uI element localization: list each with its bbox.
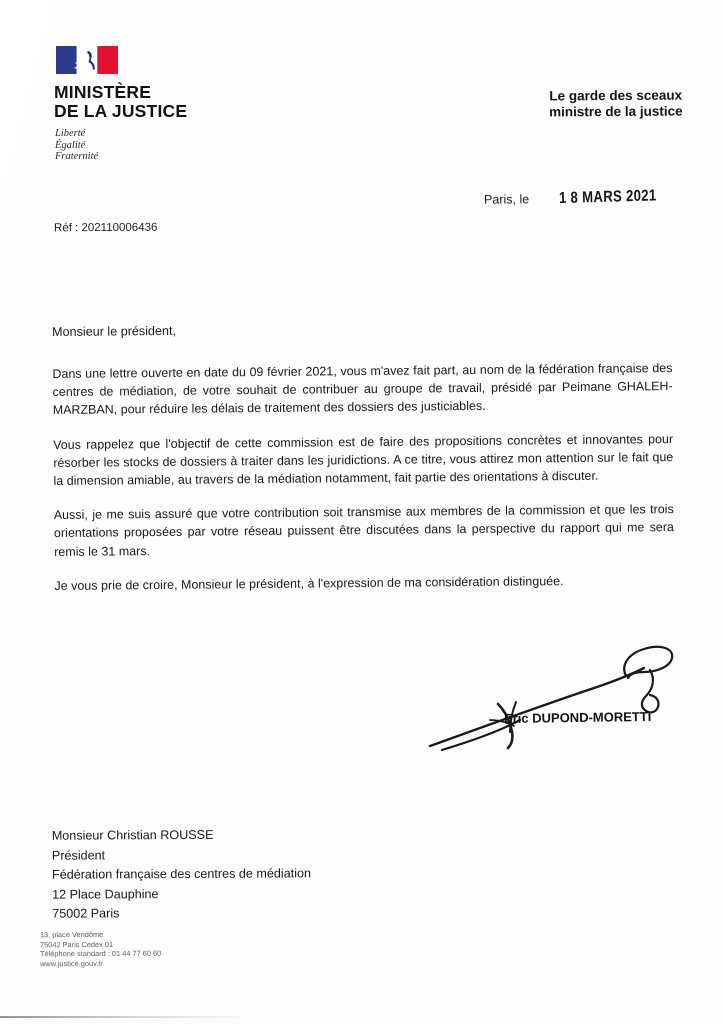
recipient-name: Monsieur Christian ROUSSE bbox=[51, 827, 214, 843]
footer-street: 13, place Vendôme bbox=[39, 929, 104, 940]
recipient-city: 75002 Paris bbox=[52, 906, 120, 921]
paragraph-3: Aussi, je me suis assuré que votre contribution soit transmise aux membres de la commission et que les trois orientations proposées par votre réseau puissent être discutées dans la perspective du rapport qui me sera remis le 31 mars. bbox=[53, 502, 675, 559]
footer-website: www.justice.gouv.fr bbox=[40, 958, 103, 969]
date-stamp: 1 8 MARS 2021 bbox=[558, 187, 657, 208]
reference-number: Réf : 202110006436 bbox=[53, 221, 158, 235]
letterhead bbox=[52, 46, 262, 163]
sender-title-line-2: ministre de la justice bbox=[549, 103, 684, 120]
footer-contact-block bbox=[40, 930, 161, 969]
signature-area bbox=[420, 628, 700, 758]
recipient-address bbox=[52, 825, 312, 924]
republic-motto bbox=[55, 128, 262, 163]
sender-title bbox=[549, 88, 683, 121]
paragraph-1: Dans une lettre ouverte en date du 09 février 2021, vous m'avez fait part, au nom de la fédération française des centres de médiation, de votre souhait de contribuer au groupe de travail, présidé par Peimane GHALEH-MARZBAN, pour réduire les délais de traitement des dossiers des justiciables. bbox=[52, 361, 673, 418]
paragraph-2: Vous rappelez que l'objectif de cette commission est de faire des propositions concrètes et innovantes pour résorber les stocks de dossiers à traiter dans les juridictions. A ce titre, vous attirez mon attention sur le fait que la dimension amiable, au travers de la médiation notamment, fait partie des orientations à discuter. bbox=[53, 431, 674, 489]
french-flag-marianne-icon bbox=[56, 46, 118, 74]
salutation: Monsieur le président, bbox=[52, 323, 177, 339]
ministry-name-line-1: MINISTÈRE bbox=[54, 82, 152, 102]
paragraph-4: Je vous prie de croire, Monsieur le président, à l'expression de ma considération distinguée. bbox=[54, 573, 564, 593]
recipient-street: 12 Place Dauphine bbox=[52, 886, 159, 902]
footer-phone: Téléphone standard : 01 44 77 60 60 bbox=[40, 948, 162, 959]
motto-fraternite: Fraternité bbox=[55, 151, 99, 162]
scan-edge-artifact bbox=[0, 1016, 250, 1018]
date-city-label: Paris, le bbox=[483, 192, 530, 207]
recipient-organization: Fédération française des centres de médiation bbox=[51, 866, 312, 882]
ministry-name bbox=[54, 83, 262, 121]
date-line bbox=[484, 189, 678, 208]
footer-city: 75042 Paris Cedex 01 bbox=[39, 939, 114, 949]
ministry-name-line-2: DE LA JUSTICE bbox=[54, 101, 188, 121]
motto-egalite: Égalité bbox=[55, 139, 86, 151]
motto-liberte: Liberté bbox=[55, 128, 86, 139]
sender-title-line-1: Le garde des sceaux bbox=[549, 87, 683, 104]
handwritten-signature-icon bbox=[420, 628, 700, 758]
letter-body bbox=[52, 319, 675, 611]
signatory-name: Eric DUPOND-MORETTI bbox=[503, 708, 652, 727]
recipient-role: Président bbox=[51, 847, 106, 863]
